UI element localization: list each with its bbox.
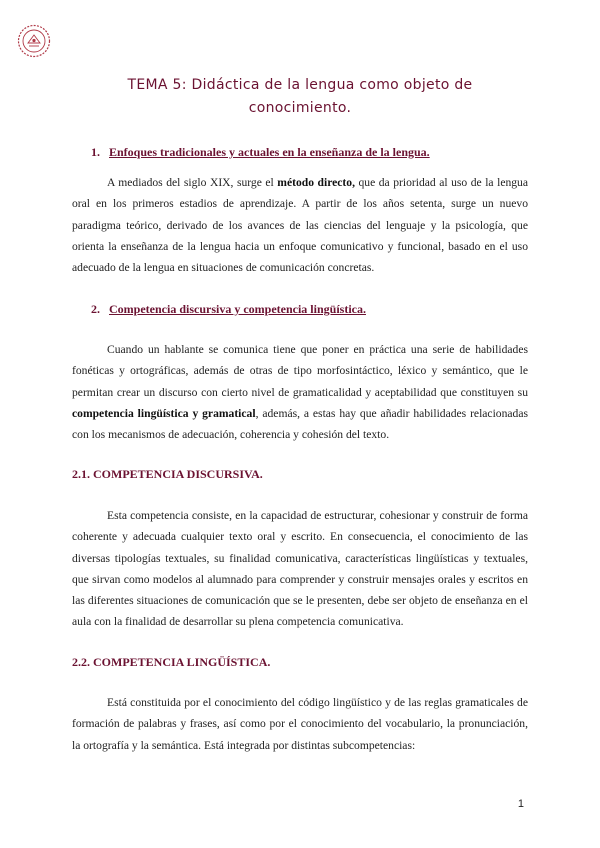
document-title: [60, 74, 540, 120]
section-1-bold-term: método directo,: [277, 176, 355, 189]
section-1-number: 1.: [91, 145, 100, 159]
section-2-1-heading: 2.1. COMPETENCIA DISCURSIVA.: [72, 467, 263, 481]
page-number: 1: [517, 798, 524, 810]
section-2-heading: [91, 302, 366, 317]
section-2-title: Competencia discursiva y competencia lingüística.: [109, 302, 366, 316]
section-1-text-b: que da prioridad al uso de la lengua oral en los primeros estadios de aprendizaje. A partir de los años setenta, surge un nuevo paradigma teórico, derivado de los avances de las ciencias del lenguaje y la psicología, que orienta la enseñanza de la lengua hacia un enfoque comunicativo y funcional, basado en el uso adecuado de la lengua en situaciones de comunicación concretas.: [72, 176, 528, 275]
section-2-2-heading: 2.2. COMPETENCIA LINGÜÍSTICA.: [72, 655, 271, 669]
section-2-number: 2.: [91, 302, 100, 316]
section-1-heading: [91, 145, 430, 160]
title-line-1: TEMA 5: Didáctica de la lengua como objeto de: [127, 77, 473, 93]
section-2-2-paragraph: Está constituida por el conocimiento del código lingüístico y de las reglas gramaticales de formación de palabras y frases, así como por el conocimiento del vocabulario, la pronunciación, la ortografía y la semántica. Está integrada por distintas subcompetencias:: [72, 696, 528, 752]
title-line-2: conocimiento.: [248, 100, 352, 116]
section-1-title: Enfoques tradicionales y actuales en la enseñanza de la lengua.: [109, 145, 430, 159]
section-1-paragraph: [72, 172, 528, 278]
seal-logo-icon: [17, 24, 51, 58]
section-2-bold-term: competencia lingüística y gramatical: [72, 406, 256, 420]
section-2-text-a: Cuando un hablante se comunica tiene que poner en práctica una serie de habilidades fonéticas y ortográficas, además de otras de tipo morfosintáctico, léxico y semántico, que le permitan crear un discurso con cierto nivel de gramaticalidad y aceptabilidad que constituyen su: [72, 343, 528, 399]
section-1-text-a: A mediados del siglo XIX, surge el: [107, 176, 278, 189]
section-2-1-paragraph: Esta competencia consiste, en la capacidad de estructurar, cohesionar y construir de forma coherente y adecuada cualquier texto oral y escrito. En consecuencia, el conocimiento de las diversas tipologías textuales, su finalidad comunicativa, características lingüísticas y textuales, que sirvan como modelos al alumnado para comprender y construir mensajes orales y escritos en las diferentes situaciones de comunicación que se le presenten, debe ser objeto de enseñanza en el aula con la finalidad de desarrollar su plena competencia comunicativa.: [72, 509, 528, 629]
section-2-text-b: , además, a estas hay que añadir habilidades relacionadas con los mecanismos de adecuación, coherencia y cohesión del texto.: [72, 406, 528, 442]
section-2-paragraph: [72, 339, 528, 445]
